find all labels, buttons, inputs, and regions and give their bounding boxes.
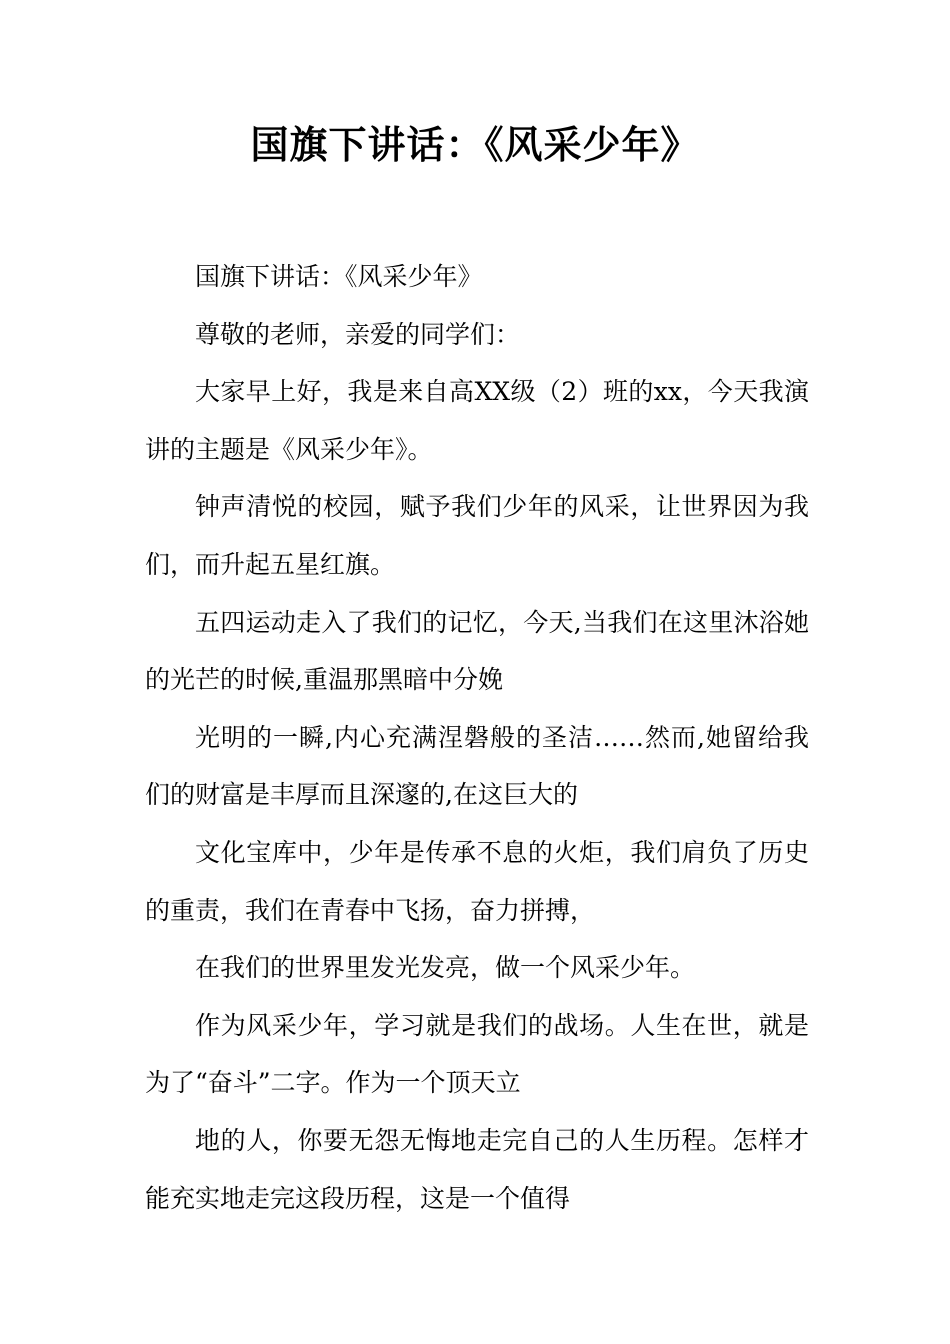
document-title: 国旗下讲话：《风采少年》 [250, 122, 700, 167]
paragraph: 尊敬的老师，亲爱的同学们： [195, 319, 521, 349]
paragraph: 文化宝库中，少年是传承不息的火炬，我们肩负了历史的重责，我们在青春中飞扬，奋力拼搏， [145, 837, 809, 925]
paragraph: 国旗下讲话：《风采少年》 [195, 262, 483, 291]
paragraph: 作为风采少年，学习就是我们的战场。人生在世，就是为了“奋斗”二字。作为一个顶天立 [145, 1010, 809, 1098]
paragraph: 五四运动走入了我们的记忆，今天,当我们在这里沐浴她的光芒的时候,重温那黑暗中分娩 [145, 607, 809, 695]
paragraph: 在我们的世界里发光发亮，做一个风采少年。 [195, 953, 696, 983]
paragraph: 钟声清悦的校园，赋予我们少年的风采，让世界因为我们，而升起五星红旗。 [145, 492, 809, 579]
paragraph: 大家早上好，我是来自高XX级（2）班的xx，今天我演讲的主题是《风采少年》。 [145, 377, 809, 464]
document-body [145, 248, 809, 1227]
paragraph: 光明的一瞬,内心充满涅磐般的圣洁……然而,她留给我们的财富是丰厚而且深邃的,在这巨大的 [145, 722, 809, 810]
paragraph: 地的人，你要无怨无悔地走完自己的人生历程。怎样才能充实地走完这段历程，这是一个值得 [145, 1125, 809, 1213]
